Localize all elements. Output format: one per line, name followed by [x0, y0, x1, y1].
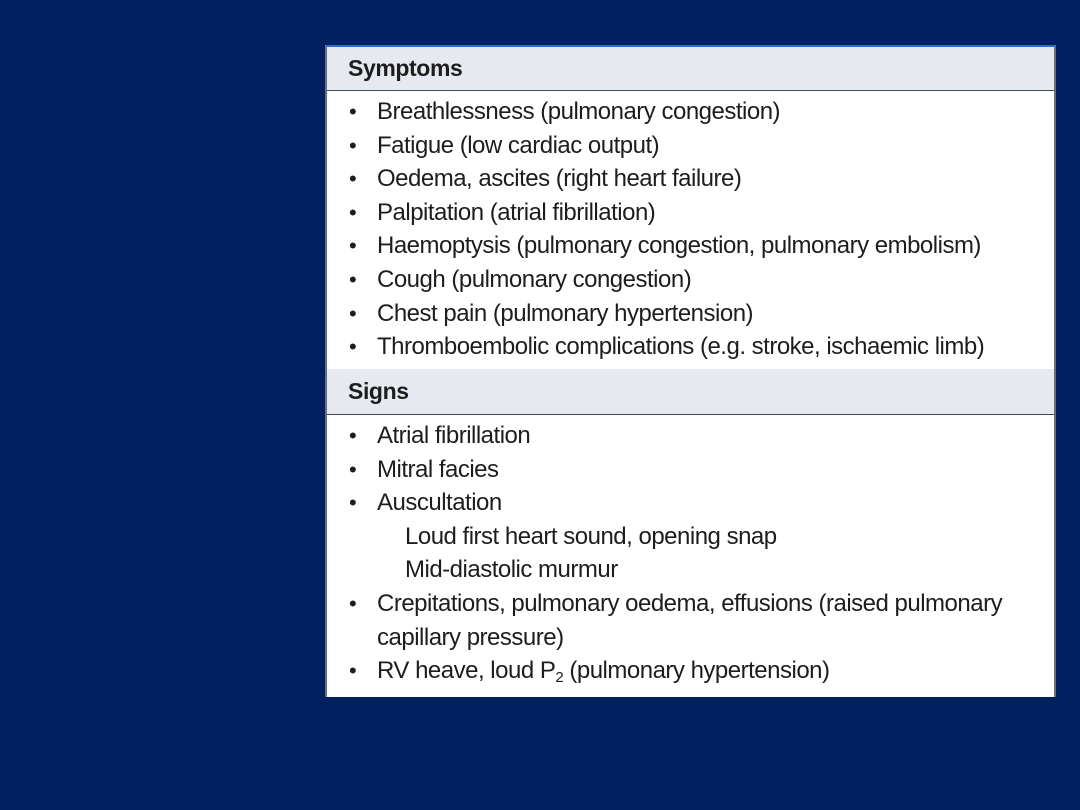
bullet-icon: •	[349, 658, 357, 684]
bullet-icon: •	[349, 590, 357, 616]
list-item	[327, 330, 1054, 364]
list-item	[327, 162, 1054, 196]
symptom-text: Oedema, ascites (right heart failure)	[377, 165, 742, 193]
sign-text: Crepitations, pulmonary oedema, effusions (raised pulmonary capillary pressure)	[377, 589, 1003, 651]
rv-heave-suffix: (pulmonary hypertension)	[563, 657, 830, 685]
rv-heave-prefix: RV heave, loud P	[377, 657, 556, 685]
list-item	[327, 419, 1054, 453]
list-item	[327, 486, 1054, 520]
list-item	[327, 129, 1054, 163]
list-item	[327, 229, 1054, 263]
list-item	[327, 587, 1054, 654]
symptom-text: Breathlessness (pulmonary congestion)	[377, 98, 781, 125]
rv-heave-subscript: 2	[555, 669, 564, 687]
signs-list	[327, 419, 1054, 688]
list-item	[327, 196, 1054, 230]
bullet-icon: •	[349, 99, 357, 124]
bullet-icon: •	[349, 300, 357, 326]
sign-text: Atrial fibrillation	[377, 422, 531, 449]
bullet-icon: •	[349, 266, 357, 292]
symptom-text: Fatigue (low cardiac output)	[377, 131, 660, 159]
bullet-icon: •	[349, 199, 357, 225]
signs-heading: Signs	[327, 369, 1054, 415]
symptom-text: Haemoptysis (pulmonary congestion, pulmonary embolism)	[377, 232, 981, 260]
bullet-icon: •	[349, 132, 357, 158]
list-item	[327, 654, 1054, 688]
auscultation-detail: Loud first heart sound, opening snap	[405, 522, 777, 550]
bullet-icon: •	[349, 233, 357, 259]
bullet-icon: •	[349, 423, 357, 448]
auscultation-detail: Mid-diastolic murmur	[405, 556, 618, 584]
bullet-icon: •	[349, 166, 357, 192]
bullet-icon: •	[349, 456, 357, 482]
symptom-text: Cough (pulmonary congestion)	[377, 265, 692, 293]
sign-text: Auscultation	[377, 489, 502, 517]
symptom-text: Thromboembolic complications (e.g. stroke, ischaemic limb)	[377, 333, 985, 361]
symptoms-list	[327, 95, 1054, 364]
list-item	[327, 297, 1054, 331]
symptoms-signs-table	[325, 45, 1056, 697]
bullet-icon: •	[349, 490, 357, 516]
bullet-icon: •	[349, 334, 357, 360]
symptom-text: Chest pain (pulmonary hypertension)	[377, 299, 754, 327]
sign-text: Mitral facies	[377, 455, 499, 483]
symptoms-heading: Symptoms	[327, 47, 1054, 91]
list-item	[327, 95, 1054, 129]
symptom-text: Palpitation (atrial fibrillation)	[377, 198, 656, 226]
list-item	[327, 263, 1054, 297]
list-item	[327, 453, 1054, 487]
